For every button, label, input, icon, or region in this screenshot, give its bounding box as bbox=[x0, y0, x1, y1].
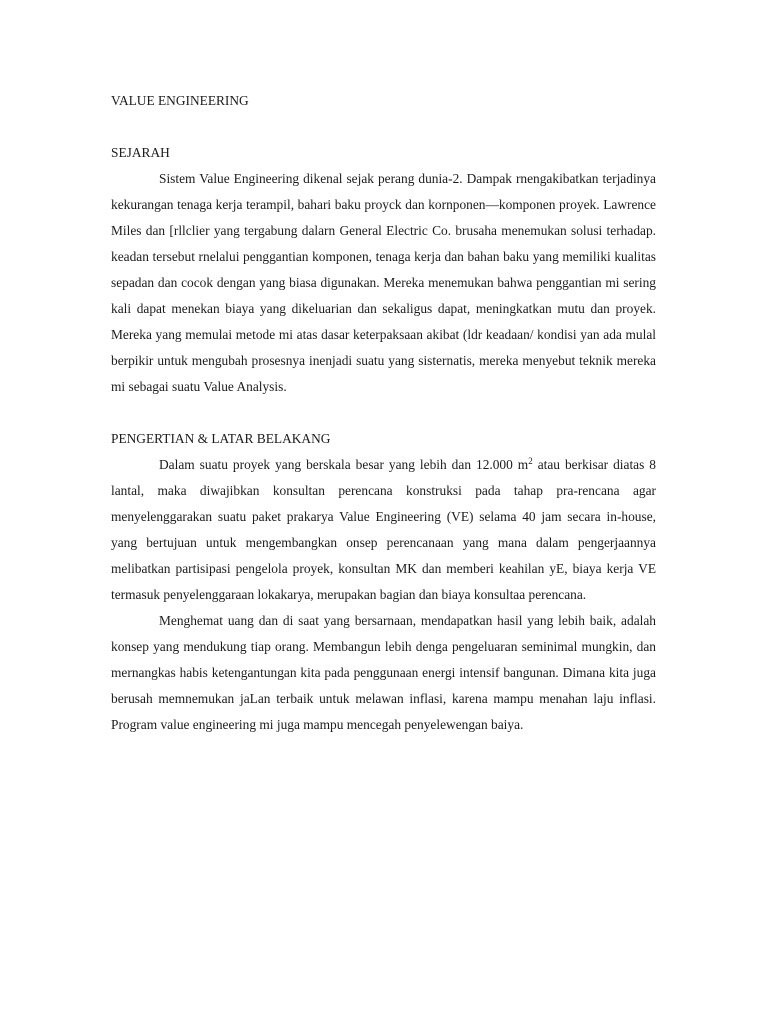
document-page bbox=[111, 88, 656, 738]
paragraph-text: Dalam suatu proyek yang berskala besar yang lebih dan 12.000 m bbox=[159, 457, 529, 472]
spacer bbox=[111, 400, 656, 426]
section-heading-pengertian: PENGERTIAN & LATAR BELAKANG bbox=[111, 431, 331, 446]
superscript: 2 bbox=[528, 456, 533, 466]
paragraph-pengertian-2: Menghemat uang dan di saat yang bersarnaan, mendapatkan hasil yang lebih baik, adalah konsep yang mendukung tiap orang. Membangun lebih denga pengeluaran seminimal mungkin, dan mernangkas habis ketengantungan kita pada penggunaan energi intensif bangunan. Dimana kita juga berusah memnemukan jaLan terbaik untuk melawan inflasi, karena mampu menahan laju inflasi. Program value engineering mi juga mampu mencegah penyelewengan baiya. bbox=[111, 613, 656, 732]
paragraph-sejarah: Sistem Value Engineering dikenal sejak perang dunia-2. Dampak rnengakibatkan terjadinya kekurangan tenaga kerja terampil, bahari baku proyck dan kornponen—komponen proyek. Lawrence Miles dan [rllclier yang tergabung dalarn General Electric Co. brusaha menemukan solusi terhadap. keadan tersebut rnelalui penggantian komponen, tenaga kerja dan bahan baku yang memiliki kualitas sepadan dan cocok dengan yang biasa digunakan. Mereka menemukan bahwa penggantian mi sering kali dapat menekan biaya yang dikeluarian dan sekaligus dapat, meningkatkan mutu dan proyek. Mereka yang memulai metode mi atas dasar keterpaksaan akibat (ldr keadaan/ kondisi yan ada mulal berpikir untuk mengubah prosesnya inenjadi suatu yang sisternatis, mereka menyebut teknik mereka mi sebagai suatu Value Analysis. bbox=[111, 171, 656, 394]
spacer bbox=[111, 114, 656, 140]
section-heading-sejarah: SEJARAH bbox=[111, 145, 170, 160]
document-title: VALUE ENGINEERING bbox=[111, 93, 249, 108]
paragraph-text: atau berkisar diatas 8 lantal, maka diwajibkan konsultan perencana konstruksi pada tahap pra-rencana agar menyelenggarakan suatu paket prakarya Value Engineering (VE) selama 40 jam secara in-house, yang bertujuan untuk mengembangkan onsep perencanaan yang mana dalam pengerjaannya melibatkan partisipasi pengelola proyek, konsultan MK dan memberi keahilan yE, biaya kerja VE termasuk penyelenggaraan lokakarya, merupakan bagian dan biaya konsultaa perencana. bbox=[111, 457, 656, 602]
paragraph-pengertian-1 bbox=[111, 452, 656, 608]
